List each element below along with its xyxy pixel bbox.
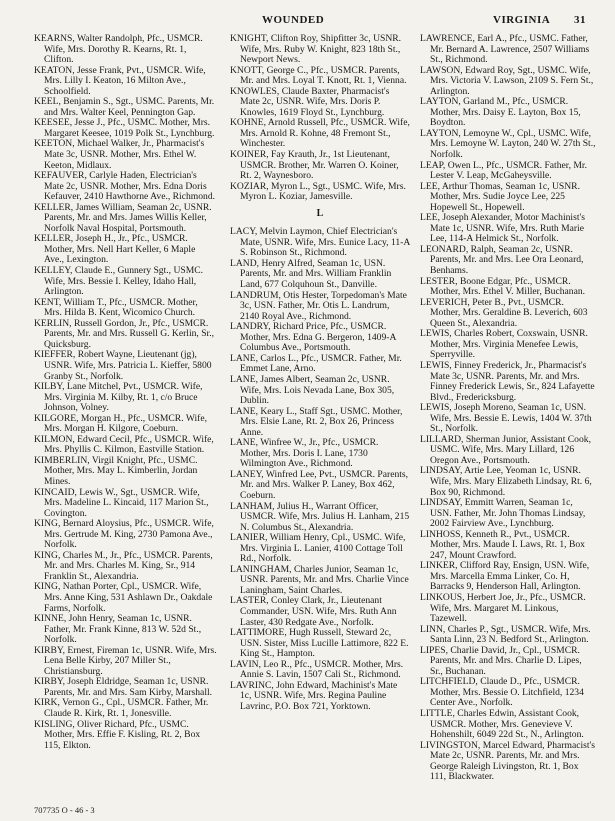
casualty-entry: LANE, Carlos L., Pfc., USMCR. Father, Mr. Emmet Lane, Arno. xyxy=(230,352,402,375)
page-title: WOUNDED xyxy=(262,14,325,26)
casualty-entry: LASTER, Conley Clark, Jr., Lieutenant Commander, USN. Wife, Mrs. Ruth Ann Laster, 430 Redgate Ave., Norfolk. xyxy=(230,595,397,628)
casualty-entry: KIRK, Vernon G., Cpl., USMCR. Father, Mr. Claude R. Kirk, Rt. 1, Jonesville. xyxy=(34,697,209,719)
casualty-entry: LAWRENCE, Earl A., Pfc., USMC. Father, Mr. Bernard A. Lawrence, 2507 Williams St., Richmond. xyxy=(420,33,590,66)
casualty-entry: LILLARD, Sherman Junior, Assistant Cook, USMC. Wife, Mrs. Mary Lillard, 126 Oregon Ave., Portsmouth. xyxy=(420,433,591,466)
casualty-entry: LINN, Charles P., Sgt., USMCR. Wife, Mrs. Santa Linn, 23 N. Bedford St., Arlington. xyxy=(420,623,591,646)
casualty-entry: LEAP, Owen L., Pfc., USMCR. Father, Mr. Lester V. Leap, McGaheysville. xyxy=(420,159,587,182)
casualty-entry: KIMBERLIN, Virgil Knight, Pfc., USMC. Mother, Mrs. May L. Kimberlin, Jordan Mines. xyxy=(34,454,198,487)
casualty-entry: LANDRUM, Otis Hester, Torpedoman's Mate 3c, USN. Father, Mr. Otis L. Landrum, 2140 Royal Ave., Richmond. xyxy=(230,289,407,322)
casualty-entry: LINDSAY, Emmitt Warren, Seaman 1c, USN. Father, Mr. John Thomas Lindsay, 2002 Fairview Ave., Lynchburg. xyxy=(420,497,586,530)
casualty-entry: KELLEY, Claude E., Gunnery Sgt., USMC. Wife, Mrs. Bessie I. Kelley, Idaho Hall, Arlington. xyxy=(34,265,204,298)
casualty-entry: KINCAID, Lewis W., Sgt., USMCR. Wife, Mrs. Madeline L. Kincaid, 117 Marion St., Covington. xyxy=(34,486,209,519)
casualty-entry: KNOWLES, Claude Baxter, Pharmacist's Mate 2c, USNR. Wife, Mrs. Doris P. Knowles, 1619 Floyd St., Lynchburg. xyxy=(230,85,390,118)
casualty-entry: LATTIMORE, Hugh Russell, Steward 2c, USN. Sister, Miss Lucille Lattimore, 822 E. King St., Hampton. xyxy=(230,627,409,660)
casualty-entry: LEWIS, Charles Robert, Coxswain, USNR. Mother, Mrs. Virginia Menefee Lewis, Sperryville. xyxy=(420,328,588,361)
column-1 xyxy=(34,34,217,751)
page-header xyxy=(0,14,615,30)
casualty-entry: KIRBY, Joseph Eldridge, Seaman 1c, USNR. Parents, Mr. and Mrs. Sam Kirby, Marshall. xyxy=(34,676,213,698)
column-3 xyxy=(420,34,596,783)
casualty-entry: LACY, Melvin Laymon, Chief Electrician's Mate, USNR. Wife, Mrs. Eunice Lacy, 11-A S. Robinson St., Richmond. xyxy=(230,226,410,259)
casualty-entry: LINKOUS, Herbert Joe, Jr., Pfc., USMCR. Wife, Mrs. Margaret M. Linkous, Tazewell. xyxy=(420,591,586,625)
casualty-entry: KEFAUVER, Carlyle Haden, Electrician's Mate 2c, USNR. Mother, Mrs. Edna Doris Kefauver, 2410 Hawthorne Ave., Richmond. xyxy=(34,170,216,203)
casualty-entry: LANDRY, Richard Price, Pfc., USMCR. Mother, Mrs. Edna G. Bergeron, 1409-A Columbus Ave., Portsmouth. xyxy=(230,321,396,354)
casualty-entry: KEEL, Benjamin S., Sgt., USMC. Parents, Mr. and Mrs. Walter Keel, Pennington Gap. xyxy=(34,96,215,118)
casualty-entry: KIEFFER, Robert Wayne, Lieutenant (jg), USNR. Wife, Mrs. Patricia L. Kieffer, 5800 Granby St., Norfolk. xyxy=(34,349,212,382)
casualty-entry: LANINGHAM, Charles Junior, Seaman 1c, USNR. Parents, Mr. and Mrs. Charlie Vince Laningham, Saint Charles. xyxy=(230,563,409,596)
casualty-entry: LAYTON, Lemoyne W., Cpl., USMC. Wife, Mrs. Lemoyne W. Layton, 240 W. 27th St., Norfolk. xyxy=(420,127,596,161)
casualty-entry: LANEY, Winfred Lee, Pvt., USMCR. Parents, Mr. and Mrs. Walker P. Laney, Box 462, Coeburn. xyxy=(230,468,409,501)
casualty-entry: KILMON, Edward Cecil, Pfc., USMCR. Wife, Mrs. Phyllis C. Kilmon, Eastville Station. xyxy=(34,433,214,456)
casualty-entry: LEONARD, Ralph, Seaman 2c, USNR. Parents, Mr. and Mrs. Lee Ora Leonard, Benhams. xyxy=(420,243,584,277)
page-number: 31 xyxy=(574,14,586,26)
casualty-entry: KOINER, Fay Krauth, Jr., 1st Lieutenant, USMCR. Brother, Mr. Warren O. Koiner, Rt. 2, Waynesboro. xyxy=(230,149,399,182)
casualty-entry: LIVINGSTON, Marcel Edward, Pharmacist's Mate 2c, USNR. Parents, Mr. and Mrs. George Raleigh Livingston, Rt. 1, Box 111, Blackwater. xyxy=(420,739,595,783)
casualty-entry: LEE, Arthur Thomas, Seaman 1c, USNR. Mother, Mrs. Sudie Joyce Lee, 225 Hopewell St., Hopewell. xyxy=(420,180,580,213)
casualty-entry: LANE, Keary L., Staff Sgt., USMC. Mother, Mrs. Elsie Lane, Rt. 2, Box 26, Princess Anne. xyxy=(230,405,403,438)
casualty-entry: KILBY, Lane Mitchel, Pvt., USMCR. Wife, Mrs. Virginia M. Kilby, Rt. 1, c/o Bruce Johnson, Volney. xyxy=(34,381,203,414)
casualty-entry: LIPES, Charlie David, Jr., Cpl., USMCR. Parents, Mr. and Mrs. Charlie D. Lipes, Sr., Buchanan. xyxy=(420,644,582,677)
casualty-entry: KELLER, James William, Seaman 2c, USNR. Parents, Mr. and Mrs. James Willis Keller, Norfolk Naval Hospital, Portsmouth. xyxy=(34,201,212,234)
casualty-entry: KEETON, Michael Walker, Jr., Pharmacist's Mate 3c, USNR. Mother, Mrs. Ethel W. Keeton, Midlaux. xyxy=(34,138,205,171)
casualty-entry: LAYTON, Garland M., Pfc., USMCR. Mother, Mrs. Daisy E. Layton, Box 15, Boydton. xyxy=(420,96,581,129)
casualty-entry: KINNE, John Henry, Seaman 1c, USNR. Father, Mr. Frank Kinne, 813 W. 52d St., Norfolk. xyxy=(34,613,202,646)
casualty-entry: LAVIN, Leo R., Pfc., USMCR. Mother, Mrs. Annie S. Lavin, 1507 Cali St., Richmond. xyxy=(230,658,404,681)
casualty-entry: KING, Nathan Porter, Cpl., USMCR. Wife, Mrs. Anne King, 531 Ashlawn Dr., Oakdale Farms, Norfolk. xyxy=(34,581,213,614)
casualty-entry: KILGORE, Morgan H., Pfc., USMCR. Wife, Mrs. Morgan H. Kilgore, Coeburn. xyxy=(34,412,208,435)
print-code: 707735 O - 46 - 3 xyxy=(34,805,95,815)
casualty-entry: LEE, Joseph Alexander, Motor Machinist's Mate 1c, USNR. Wife, Mrs. Ruth Marie Lee, 114-A Helmick St., Norfolk. xyxy=(420,212,585,245)
casualty-entry: KEARNS, Walter Randolph, Pfc., USMCR. Wife, Mrs. Dorothy R. Kearns, Rt. 1, Clifton. xyxy=(34,33,203,66)
casualty-entry: KISLING, Oliver Richard, Pfc., USMC. Mother, Mrs. Effie F. Kisling, Rt. 2, Box 115, Elkton. xyxy=(34,718,201,751)
casualty-entry: KNIGHT, Clifton Roy, Shipfitter 3c, USNR. Wife, Mrs. Ruby W. Knight, 823 18th St., Newport News. xyxy=(230,33,402,66)
casualty-entry: LAVRINC, John Edward, Machinist's Mate 1c, USNR. Wife, Mrs. Regina Pauline Lavrinc, P.O. Box 721, Yorktown. xyxy=(230,679,398,712)
casualty-entry: KOZIAR, Myron L., Sgt., USMC. Wife, Mrs. Myron L. Koziar, Jamesville. xyxy=(230,180,406,203)
casualty-entry: KELLER, Joseph H., Jr., Pfc., USMCR. Mother, Mrs. Nell Hart Keller, 6 Maple Ave., Lexington. xyxy=(34,233,196,266)
casualty-entry: LANE, James Albert, Seaman 2c, USNR. Wife, Mrs. Lois Nevada Lane, Box 305, Dublin. xyxy=(230,373,395,407)
casualty-entry: KERLIN, Russell Gordon, Jr., Pfc., USMCR. Parents, Mr. and Mrs. Russell G. Kerlin, Sr., Quicksburg. xyxy=(34,317,215,350)
casualty-entry: KING, Bernard Aloysius, Pfc., USMCR. Wife, Mrs. Gertrude M. King, 2730 Pamona Ave., Norfolk. xyxy=(34,518,214,551)
casualty-entry: LAWSON, Edward Roy, Sgt., USMC. Wife, Mrs. Victoria V. Lawson, 2109 S. Fern St., Arlington. xyxy=(420,64,594,97)
casualty-entry: KOHNE, Arnold Russell, Pfc., USMCR. Wife, Mrs. Arnold R. Kohne, 48 Fremont St., Winchester. xyxy=(230,117,410,150)
casualty-entry: LANHAM, Julius H., Warrant Officer, USMCR. Wife, Mrs. Julius H. Lanham, 215 N. Columbus St., Alexandria. xyxy=(230,500,410,533)
casualty-entry: LINDSAY, Artie Lee, Yeoman 1c, USNR. Wife, Mrs. Mary Elizabeth Lindsay, Rt. 6, Box 90, Richmond. xyxy=(420,465,592,498)
casualty-entry: KENT, William T., Pfc., USMCR. Mother, Mrs. Hilda B. Kent, Wicomico Church. xyxy=(34,296,198,319)
casualty-entry: LEVERICH, Peter B., Pvt., USMCR. Mother, Mrs. Geraldine B. Leverich, 603 Queen St., Alexandria. xyxy=(420,296,588,329)
casualty-entry: KEATON, Jesse Frank, Pvt., USMCR. Wife, Mrs. Lilly I. Keaton, 16 Milton Ave., Schoolfield. xyxy=(34,64,206,97)
casualty-entry: LEWIS, Joseph Moreno, Seaman 1c, USN. Wife, Mrs. Bessie E. Lewis, 1404 W. 37th St., Norfolk. xyxy=(420,402,592,435)
casualty-entry: LITCHFIELD, Claude D., Pfc., USMCR. Mother, Mrs. Bessie O. Litchfield, 1234 Center Ave., Norfolk. xyxy=(420,676,584,709)
section-letter: L xyxy=(316,207,324,219)
column-2 xyxy=(230,34,410,712)
casualty-entry: LITTLE, Charles Edwin, Assistant Cook, USMCR. Mother, Mrs. Genevieve V. Hohenshilt, 6049 22d St., N., Arlington. xyxy=(420,708,584,741)
casualty-entry: LANIER, William Henry, Cpl., USMC. Wife, Mrs. Virginia L. Lanier, 4100 Cottage Toll Rd., Norfolk. xyxy=(230,532,406,565)
casualty-entry: KIRBY, Ernest, Fireman 1c, USNR. Wife, Mrs. Lena Belle Kirby, 207 Miller St., Christiansburg. xyxy=(34,644,217,677)
casualty-entry: LINHOSS, Kenneth R., Pvt., USMCR. Mother, Mrs. Maude I. Laws, Rt. 1, Box 247, Mount Crawford. xyxy=(420,528,585,561)
casualty-entry: KING, Charles M., Jr., Pfc., USMCR. Parents, Mr. and Mrs. Charles M. King, Sr., 914 Franklin St., Alexandria. xyxy=(34,549,213,582)
state-heading: VIRGINIA xyxy=(493,14,551,26)
casualty-entry: LANE, Winfree W., Jr., Pfc., USMCR. Mother, Mrs. Doris I. Lane, 1730 Wilmington Ave., Richmond. xyxy=(230,437,379,470)
casualty-entry: LAND, Henry Alfred, Seaman 1c, USN. Parents, Mr. and Mrs. William Franklin Land, 677 Colquhoun St., Danville. xyxy=(230,257,392,291)
casualty-entry: KNOTT, George C., Pfc., USMCR. Parents, Mr. and Mrs. Loyal T. Knott, Rt. 1, Vienna. xyxy=(230,64,407,87)
casualty-entry: LINKER, Clifford Ray, Ensign, USN. Wife, Mrs. Marcella Emma Linker, Co. H, Barracks 9, Henderson Hall, Arlington. xyxy=(420,560,590,593)
casualty-entry: LEWIS, Finney Frederick, Jr., Pharmacist's Mate 3c, USNR. Parents, Mr. and Mrs. Finney Frederick Lewis, Sr., 824 Lafayette Blvd., Fredericksburg. xyxy=(420,359,595,403)
casualty-entry: LESTER, Boone Edgar, Pfc., USMCR. Mother, Mrs. Ethel V. Miller, Buchanan. xyxy=(420,275,586,298)
casualty-entry: KEESEE, Jesse J., Pfc., USMC. Mother, Mrs. Margaret Keesee, 1019 Polk St., Lynchburg. xyxy=(34,117,215,139)
